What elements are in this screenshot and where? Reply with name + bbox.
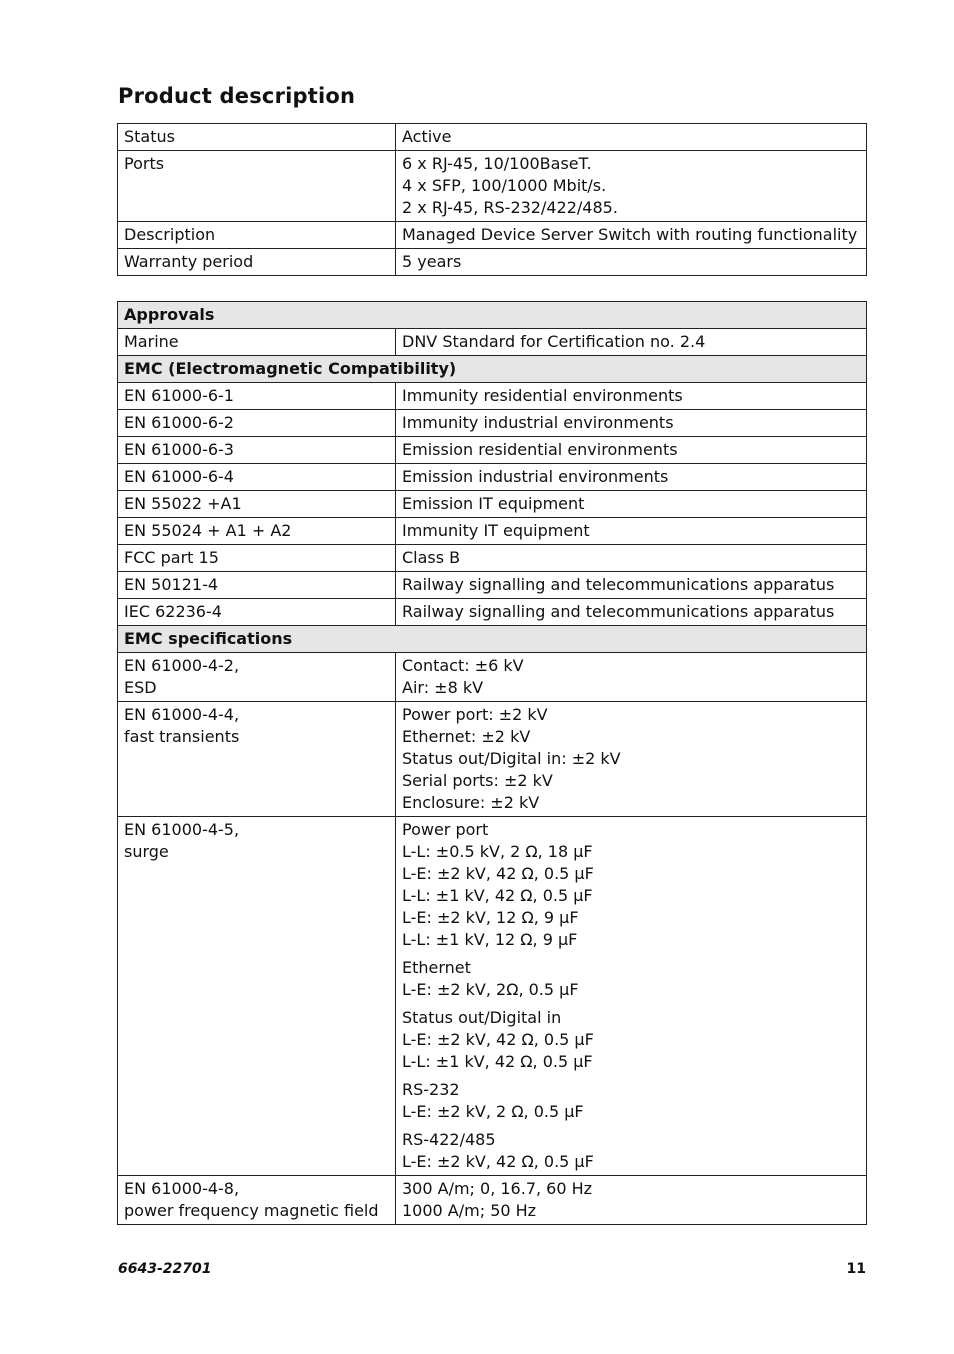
spec-value (396, 653, 867, 702)
text-line: Managed Device Server Switch with routing functionality (402, 225, 858, 244)
row-value (396, 249, 867, 276)
table-row (118, 464, 867, 491)
text-line: 4 x SFP, 100/1000 Mbit/s. (402, 176, 607, 195)
emc-spec-header-row (118, 626, 867, 653)
spec-group (402, 655, 860, 699)
standard-label: FCC part 15 (118, 545, 396, 572)
emc-header-row (118, 356, 867, 383)
standard-label: IEC 62236-4 (118, 599, 396, 626)
text-line: Air: ±8 kV (402, 678, 484, 697)
text-line: L-E: ±2 kV, 42 Ω, 0.5 μF (402, 1152, 594, 1171)
standard-label: EN 55022 +A1 (118, 491, 396, 518)
approvals-rows (118, 302, 867, 383)
text-line: 5 years (402, 252, 462, 271)
table-row (118, 249, 867, 276)
table-row (118, 491, 867, 518)
table-row (118, 329, 867, 356)
standard-label: EN 61000-6-2 (118, 410, 396, 437)
emc-rows (118, 383, 867, 626)
approvals-header: Approvals (118, 302, 867, 329)
text-line: 2 x RJ-45, RS-232/422/485. (402, 198, 618, 217)
text-line: Status out/Digital in: ±2 kV (402, 749, 621, 768)
text-line: L-E: ±2 kV, 42 Ω, 0.5 μF (402, 1030, 594, 1049)
text-line: L-E: ±2 kV, 2Ω, 0.5 μF (402, 980, 579, 999)
standard-value: Class B (396, 545, 867, 572)
text-line: EN 61000-4-2, (124, 656, 240, 675)
text-line: EN 61000-4-5, (124, 820, 240, 839)
table-row (118, 410, 867, 437)
text-line: Power port (402, 820, 489, 839)
table-row (118, 518, 867, 545)
spec-label (118, 702, 396, 817)
spec-value (396, 702, 867, 817)
approvals-header-row (118, 302, 867, 329)
text-line: surge (124, 842, 169, 861)
standard-value: Emission IT equipment (396, 491, 867, 518)
emc-spec-header: EMC specifications (118, 626, 867, 653)
text-line: Power port: ±2 kV (402, 705, 548, 724)
emc-spec-rows (118, 653, 867, 1225)
row-label: Warranty period (118, 249, 396, 276)
text-line: L-E: ±2 kV, 42 Ω, 0.5 μF (402, 864, 594, 883)
spec-label (118, 1176, 396, 1225)
spec-group (402, 704, 860, 814)
row-label: Description (118, 222, 396, 249)
table-row (118, 653, 867, 702)
standard-value: Railway signalling and telecommunications apparatus (396, 572, 867, 599)
spec-group (402, 1007, 860, 1073)
text-line: 300 A/m; 0, 16.7, 60 Hz (402, 1179, 593, 1198)
text-line: RS-422/485 (402, 1130, 496, 1149)
standard-value: Emission industrial environments (396, 464, 867, 491)
spec-value (396, 817, 867, 1176)
text-line: Ethernet (402, 958, 471, 977)
standard-label: EN 61000-6-1 (118, 383, 396, 410)
product-description-rows (118, 124, 867, 276)
marine-label: Marine (118, 329, 396, 356)
spec-group (402, 957, 860, 1001)
text-line: Contact: ±6 kV (402, 656, 524, 675)
text-line: L-L: ±1 kV, 42 Ω, 0.5 μF (402, 1052, 593, 1071)
table-row (118, 151, 867, 222)
standard-label: EN 61000-6-4 (118, 464, 396, 491)
spec-group (402, 1129, 860, 1173)
standard-value: Emission residential environments (396, 437, 867, 464)
standard-value: Immunity IT equipment (396, 518, 867, 545)
spec-label (118, 653, 396, 702)
text-line: ESD (124, 678, 157, 697)
table-row (118, 572, 867, 599)
text-line: L-E: ±2 kV, 12 Ω, 9 μF (402, 908, 579, 927)
text-line: EN 61000-4-4, (124, 705, 240, 724)
page-number: 11 (846, 1261, 866, 1277)
text-line: fast transients (124, 727, 240, 746)
document-number: 6643-22701 (118, 1261, 212, 1277)
standard-value: Immunity residential environments (396, 383, 867, 410)
product-description-table (117, 123, 867, 276)
approvals-table (117, 301, 867, 1225)
text-line: 1000 A/m; 50 Hz (402, 1201, 537, 1220)
text-line: Ethernet: ±2 kV (402, 727, 531, 746)
spec-label (118, 817, 396, 1176)
spec-group (402, 1079, 860, 1123)
text-line: L-E: ±2 kV, 2 Ω, 0.5 μF (402, 1102, 584, 1121)
spec-group (402, 819, 860, 951)
page-title: Product description (118, 84, 356, 108)
standard-label: EN 55024 + A1 + A2 (118, 518, 396, 545)
row-label: Ports (118, 151, 396, 222)
row-label: Status (118, 124, 396, 151)
spec-value (396, 1176, 867, 1225)
row-value (396, 124, 867, 151)
text-line: L-L: ±1 kV, 12 Ω, 9 μF (402, 930, 578, 949)
standard-value: Railway signalling and telecommunications apparatus (396, 599, 867, 626)
text-line: L-L: ±1 kV, 42 Ω, 0.5 μF (402, 886, 593, 905)
emc-spec-header-group (118, 626, 867, 653)
text-line: EN 61000-4-8, (124, 1179, 240, 1198)
marine-value: DNV Standard for Certification no. 2.4 (396, 329, 867, 356)
text-line: Serial ports: ±2 kV (402, 771, 553, 790)
row-value (396, 151, 867, 222)
row-value (396, 222, 867, 249)
table-row (118, 437, 867, 464)
text-line: RS-232 (402, 1080, 460, 1099)
text-line: Active (402, 127, 452, 146)
standard-label: EN 50121-4 (118, 572, 396, 599)
text-line: 6 x RJ-45, 10/100BaseT. (402, 154, 592, 173)
table-row (118, 599, 867, 626)
text-line: Enclosure: ±2 kV (402, 793, 540, 812)
table-row (118, 817, 867, 1176)
standard-value: Immunity industrial environments (396, 410, 867, 437)
emc-header: EMC (Electromagnetic Compatibility) (118, 356, 867, 383)
standard-label: EN 61000-6-3 (118, 437, 396, 464)
table-row (118, 545, 867, 572)
text-line: Status out/Digital in (402, 1008, 562, 1027)
text-line: L-L: ±0.5 kV, 2 Ω, 18 μF (402, 842, 593, 861)
table-row (118, 124, 867, 151)
table-row (118, 383, 867, 410)
text-line: power frequency magnetic field (124, 1201, 379, 1220)
spec-group (402, 1178, 860, 1222)
table-row (118, 702, 867, 817)
table-row (118, 1176, 867, 1225)
table-row (118, 222, 867, 249)
